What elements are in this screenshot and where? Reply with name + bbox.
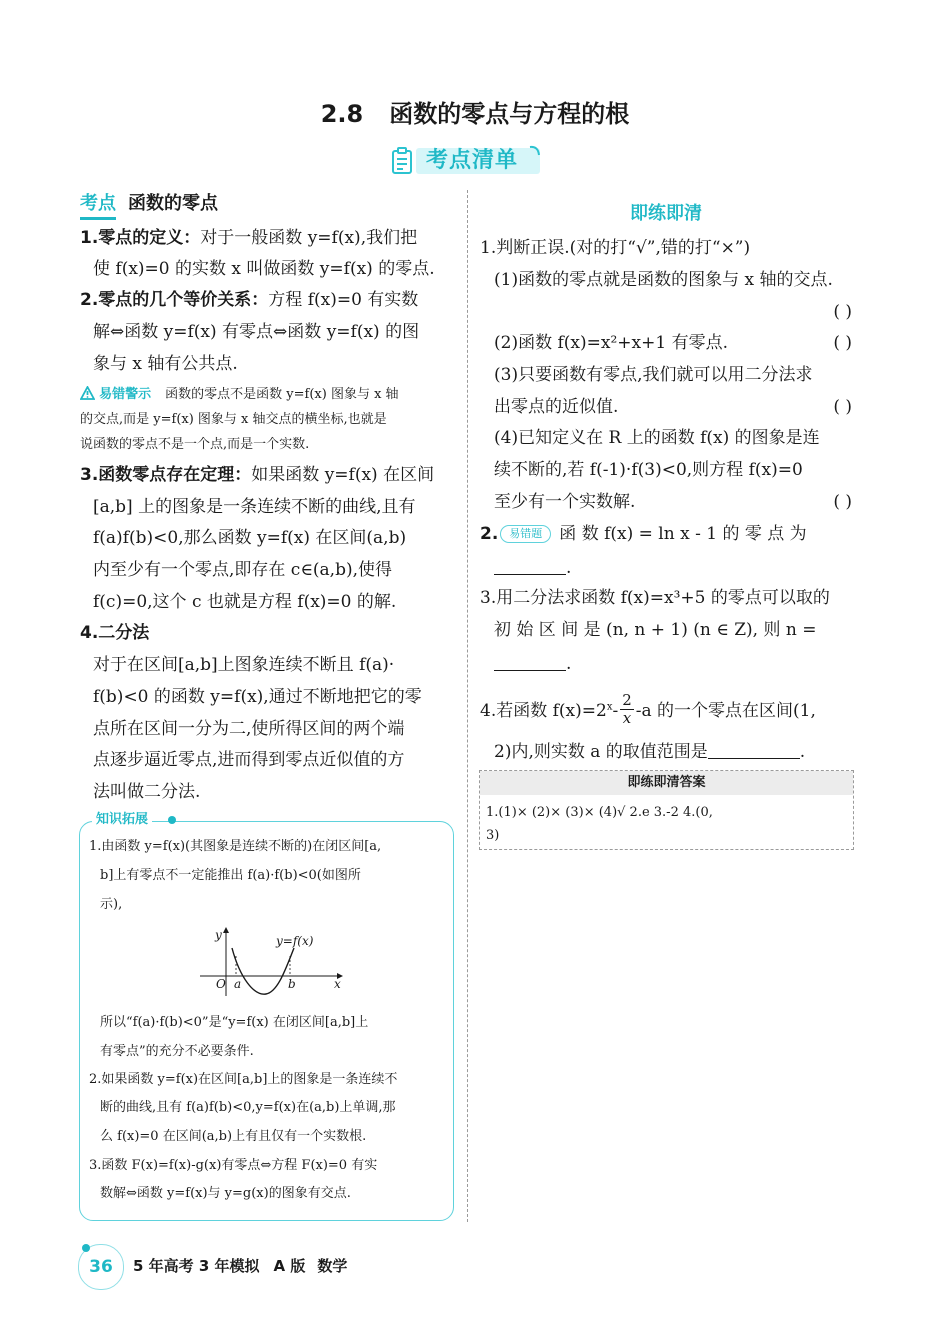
graph-a-label: a (234, 977, 242, 991)
p2-line2: 解⇔函数 y=f(x) 有零点⇔函数 y=f(x) 的图 (93, 322, 420, 342)
ext-i1-l1: 1.由函数 y=f(x)(其图象是连续不断的)在闭区间[a, (89, 839, 382, 854)
p1-line2: 使 f(x)=0 的实数 x 叫做函数 y=f(x) 的零点. (93, 259, 435, 279)
answers-line2: 3) (486, 828, 500, 843)
p4-line1: 对于在区间[a,b]上图象连续不断且 f(a)· (93, 655, 395, 675)
section-number: 2.8 (320, 100, 364, 128)
p4-line4: 点逐步逼近零点,进而得到零点近似值的方 (93, 750, 405, 770)
ext-i3-l2: 数解⇔函数 y=f(x)与 y=g(x)的图象有交点. (100, 1186, 351, 1201)
ext-i2-l1: 2.如果函数 y=f(x)在区间[a,b]上的图象是一条连续不 (89, 1072, 398, 1087)
ext-i1-l5: 有零点”的充分不必要条件. (100, 1044, 254, 1059)
section-title-row (0, 98, 950, 130)
ext-i2-l3: 么 f(x)=0 在区间(a,b)上有且仅有一个实数根. (100, 1129, 367, 1144)
warning-icon (80, 386, 95, 400)
tricky-tag: 易错题 (500, 525, 551, 543)
p4-term: 4.二分法 (80, 623, 150, 643)
topic-title: 函数的零点 (128, 193, 218, 214)
warn-label: 易错警示 (99, 387, 152, 402)
footer-subject: 数学 (317, 1257, 348, 1275)
badge-dot (82, 1244, 90, 1252)
p3-line5: f(c)=0,这个 c 也就是方程 f(x)=0 的解. (93, 592, 397, 612)
q1-stem: 1.判断正误.(对的打“√”,错的打“×”) (480, 238, 751, 258)
p3-line3: f(a)f(b)<0,那么函数 y=f(x) 在区间(a,b) (93, 528, 407, 548)
warn-line2: 的交点,而是 y=f(x) 图象与 x 轴交点的横坐标,也就是 (80, 412, 387, 427)
ext-i2-l2: 断的曲线,且有 f(a)f(b)<0,y=f(x)在(a,b)上单调,那 (100, 1100, 396, 1115)
graph-y-label: y (215, 928, 222, 942)
graph-x-label: x (334, 977, 341, 991)
q1-s2: (2)函数 f(x)=x²+x+1 有零点. (494, 333, 728, 353)
corner-mark (528, 144, 542, 158)
graph-origin-label: O (216, 977, 226, 991)
practice-heading: 即练即清 (630, 203, 702, 224)
clipboard-icon (390, 146, 416, 176)
q1-s3-paren: ( ) (833, 397, 852, 417)
page-number: 36 (89, 1257, 113, 1277)
p2-line3: 象与 x 轴有公共点. (93, 354, 238, 374)
q2-blank: . (494, 557, 571, 579)
q4-frac-den: x (622, 709, 632, 727)
topic-tag: 考点 (80, 192, 116, 220)
answers-box (479, 770, 854, 850)
ext-i1-l2: b]上有零点不一定能推出 f(a)·f(b)<0(如图所 (100, 868, 361, 883)
ext-i1-l4: 所以“f(a)·f(b)<0”是“y=f(x) 在闭区间[a,b]上 (100, 1015, 369, 1030)
q1-s1-paren: ( ) (833, 302, 852, 322)
q1-s4-l3: 至少有一个实数解. (494, 492, 636, 512)
p3-line4: 内至少有一个零点,即存在 c∈(a,b),使得 (93, 560, 393, 580)
footer-edition: A 版 (273, 1257, 306, 1275)
q3-line1: 3.用二分法求函数 f(x)=x³+5 的零点可以取的 (480, 588, 830, 608)
q3-blank: . (494, 653, 571, 675)
p4-line5: 法叫做二分法. (93, 782, 201, 802)
section-title: 函数的零点与方程的根 (389, 100, 630, 128)
p4-line2: f(b)<0 的函数 y=f(x),通过不断地把它的零 (93, 687, 422, 707)
q1-s1: (1)函数的零点就是函数的图象与 x 轴的交点. (494, 270, 833, 290)
q1-s3-l2: 出零点的近似值. (494, 397, 619, 417)
graph-b-label: b (288, 977, 296, 991)
ext-i1-l3: 示), (100, 897, 123, 912)
q1-s3-l1: (3)只要函数有零点,我们就可以用二分法求 (494, 365, 813, 385)
q2-line1: 2. 易错题 函 数 f(x) = ln x - 1 的 零 点 为 (480, 524, 807, 544)
p3-line1: 3.函数零点存在定理：如果函数 y=f(x) 在区间 (80, 465, 435, 485)
p4-line3: 点所在区间一分为二,使所得区间的两个端 (93, 719, 405, 739)
warn-line3: 说函数的零点不是一个点,而是一个实数. (80, 437, 310, 452)
q4-line2: 2)内,则实数 a 的取值范围是 . (494, 742, 806, 762)
q3-line2: 初 始 区 间 是 (n, n + 1) (n ∈ Z), 则 n = (494, 620, 817, 640)
footer-text (133, 1255, 347, 1277)
banner (388, 144, 544, 178)
p3-line2: [a,b] 上的图象是一条连续不断的曲线,且有 (93, 497, 416, 517)
ext-label: 知识拓展 (92, 810, 152, 830)
q1-s4-l2: 续不断的,若 f(-1)·f(3)<0,则方程 f(x)=0 (494, 460, 803, 480)
answers-line1: 1.(1)× (2)× (3)× (4)√ 2.e 3.-2 4.(0, (486, 805, 713, 820)
warn-line1: 易错警示 函数的零点不是函数 y=f(x) 图象与 x 轴 (80, 386, 399, 404)
q4-line1: 4.若函数 $f(x)=2^x-$ $\frac{2}{x}$ -a 的一个零点在区间(1, (480, 691, 816, 727)
p2-line1: 2.零点的几个等价关系：方程 f(x)=0 有实数 (80, 290, 419, 310)
q1-s2-paren: ( ) (833, 333, 852, 353)
p1-line1: 1.零点的定义：对于一般函数 y=f(x),我们把 (80, 228, 418, 248)
column-divider (467, 190, 468, 1222)
q1-s4-paren: ( ) (833, 492, 852, 512)
function-graph (196, 922, 356, 1000)
q4-frac-num: 2 (622, 691, 632, 709)
ext-dot (168, 816, 176, 824)
q1-s4-l1: (4)已知定义在 R 上的函数 f(x) 的图象是连 (494, 428, 820, 448)
footer-book: 5 年高考 3 年模拟 (133, 1257, 260, 1275)
answers-title: 即练即清答案 (480, 771, 853, 795)
ext-i3-l1: 3.函数 F(x)=f(x)-g(x)有零点⇔方程 F(x)=0 有实 (89, 1158, 378, 1173)
graph-func-label: y=f(x) (276, 934, 314, 948)
banner-text: 考点清单 (426, 148, 519, 173)
